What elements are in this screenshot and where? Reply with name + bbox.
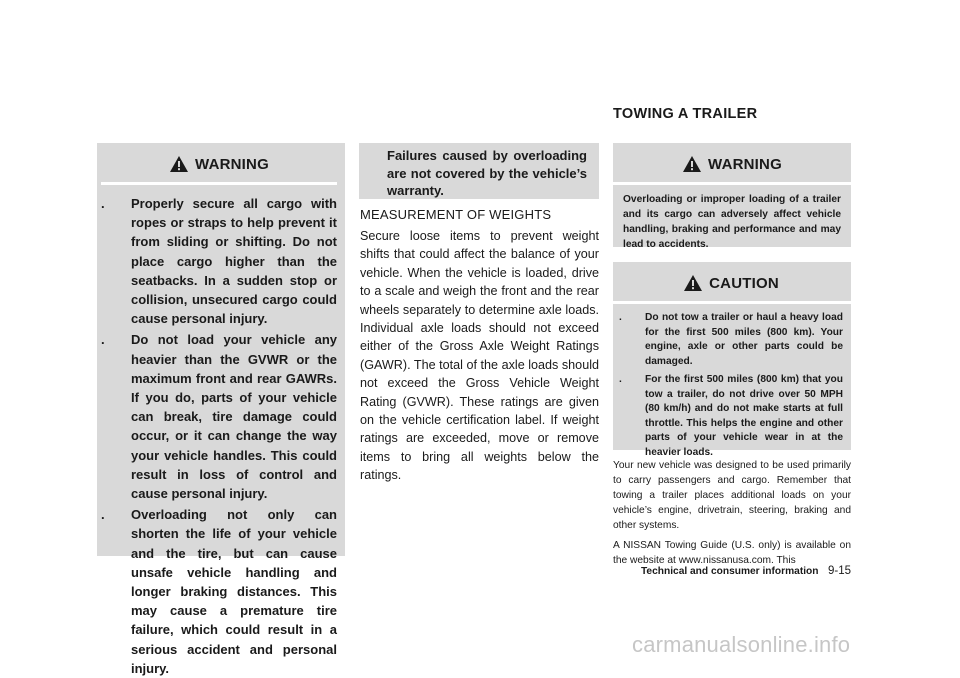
warning-heading: WARNING bbox=[708, 155, 782, 173]
divider bbox=[101, 182, 337, 185]
warning-header bbox=[623, 153, 841, 175]
footer-label: Technical and consumer information bbox=[640, 566, 819, 577]
warning-triangle-icon bbox=[169, 155, 189, 173]
list-item-text: Properly secure all cargo with ropes or straps to help prevent it from sliding or shifting. Do not place cargo higher than the seatbacks. In a sudden stop or collision, unsecured cargo could cause personal injury. bbox=[131, 196, 337, 327]
section-title: TOWING A TRAILER bbox=[613, 106, 758, 122]
warning-header bbox=[101, 153, 337, 175]
divider bbox=[613, 182, 851, 185]
page-footer bbox=[620, 561, 851, 579]
measurement-body: Secure loose items to prevent weight shifts that could affect the balance of your vehicle. When the vehicle is loaded, drive to a scale and weigh the front and the rear wheels separately to determine axle loads. Individual axle loads should not exceed either of the Gross Axle Weight Ratings (GAWR). The total of the axle loads should not exceed the Gross Vehicle Weight Rating (GVWR). These ratings are given on the vehicle certification label. If weight ratings are exceeded, move or remove items to bring all weights below the ratings. bbox=[360, 229, 599, 483]
divider bbox=[613, 301, 851, 304]
warning-triangle-icon bbox=[683, 274, 703, 292]
warning-triangle-icon bbox=[682, 155, 702, 173]
list-item-text: Do not tow a trailer or haul a heavy load for the first 500 miles (800 km). Your engine, axle or other parts could be damaged. bbox=[645, 312, 843, 367]
caution-header bbox=[619, 272, 843, 294]
list-item: . Do not load your vehicle any heavier than the GVWR or the maximum front and rear GAWRs. If you do, parts of your vehicle can break, tire damage could occur, or it can change the way your vehicle handles. This could result in loss of control and cause personal injury. bbox=[101, 332, 337, 502]
list-item: . Do not tow a trailer or haul a heavy load for the first 500 miles (800 km). Your engine, axle or other parts could be damaged. bbox=[619, 312, 843, 367]
warning-body-text: Overloading or improper loading of a trailer and its cargo can adversely affect vehicle handling, braking and performance and may lead to accidents. bbox=[623, 194, 841, 250]
list-item-text: For the first 500 miles (800 km) that you tow a trailer, do not drive over 50 MPH (80 km/h) and do not make starts at full throttle. This helps the engine and other parts of your vehicle wear in at the heavier loads. bbox=[645, 374, 843, 458]
warning-continuation-text: Failures caused by overloading are not covered by the vehicle’s warranty. bbox=[387, 148, 587, 198]
warning-box-continuation bbox=[359, 143, 599, 199]
list-item: . Overloading not only can shorten the life of your vehicle and the tire, but can cause unsafe vehicle handling and longer braking distances. This may cause a premature tire failure, which could result in a serious accident and personal injury. bbox=[101, 507, 337, 676]
towing-text bbox=[613, 458, 851, 573]
list-item-text: Do not load your vehicle any heavier than the GVWR or the maximum front and rear GAWRs. If you do, parts of your vehicle can break, tire damage could occur, or it can change the way your vehicle handles. This could result in loss of control and cause personal injury. bbox=[131, 332, 337, 502]
measurement-heading: MEASUREMENT OF WEIGHTS bbox=[360, 207, 552, 222]
towing-paragraph: A NISSAN Towing Guide (U.S. only) is available on the website at www.nissanusa.com. This bbox=[613, 540, 851, 566]
caution-box bbox=[613, 262, 851, 458]
list-item: . Properly secure all cargo with ropes or straps to help prevent it from sliding or shifting. Do not place cargo higher than the seatbacks. In a sudden stop or collision, unsecured cargo could cause personal injury. bbox=[101, 196, 337, 327]
warning-heading: WARNING bbox=[195, 155, 269, 173]
list-item-text: Overloading not only can shorten the life of your vehicle and the tire, but can cause unsafe vehicle handling and longer braking distances. This may cause a premature tire failure, which could result in a serious accident and personal injury. bbox=[131, 507, 337, 676]
watermark: carmanualsonline.info bbox=[632, 632, 851, 657]
warning-box-cargo bbox=[97, 143, 345, 676]
towing-paragraph: Your new vehicle was designed to be used primarily to carry passengers and cargo. Remember that towing a trailer places additional loads on your vehicle’s engine, drivetrain, steering, braking and other systems. bbox=[613, 460, 851, 531]
warning-box-trailer bbox=[613, 143, 851, 250]
list-item: . For the first 500 miles (800 km) that you tow a trailer, do not drive over 50 MPH (80 km/h) and do not make starts at full throttle. This helps the engine and other parts of your vehicle wear in at the heavier loads. bbox=[619, 374, 843, 458]
caution-heading: CAUTION bbox=[709, 274, 779, 292]
page-number: 9-15 bbox=[827, 565, 851, 577]
